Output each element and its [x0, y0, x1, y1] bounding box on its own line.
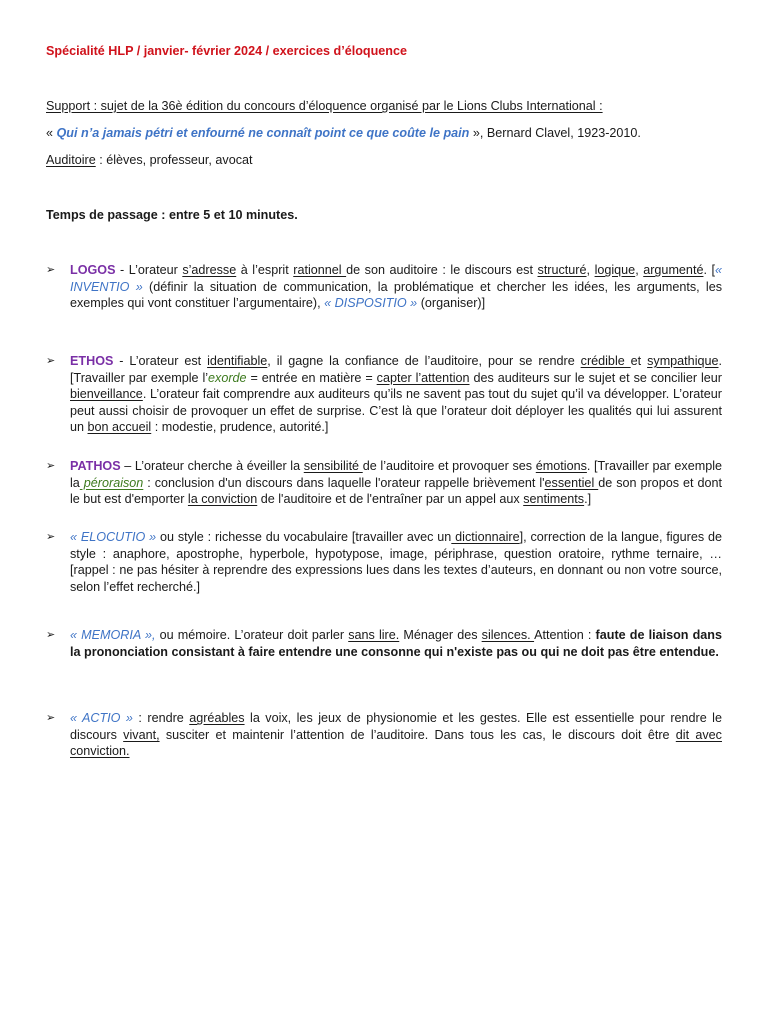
- quote-attribution: », Bernard Clavel, 1923-2010.: [469, 126, 641, 140]
- text-run: des auditeurs sur le sujet et se concilier leur: [469, 370, 722, 385]
- dispositio-term: « DISPOSITIO »: [324, 296, 418, 310]
- bullet-arrow-icon: ➢: [46, 460, 56, 472]
- text-run: - L’orateur: [115, 263, 183, 277]
- underlined-term: sans lire.: [348, 628, 400, 642]
- text-run: = entrée en matière =: [246, 370, 377, 385]
- bullet-elocutio: [46, 529, 722, 595]
- underlined-term: crédible: [580, 354, 631, 368]
- text-run: Ménager des: [399, 628, 482, 642]
- text-run: : conclusion d'un discours dans laquelle l'orateur rappelle brièvement l': [143, 475, 545, 490]
- bullet-actio: [46, 710, 722, 760]
- bullet-memoria: [46, 627, 722, 660]
- temps-de-passage: Temps de passage : entre 5 et 10 minutes.: [46, 208, 298, 222]
- bullet-logos: [46, 262, 722, 312]
- actio-text: [70, 710, 722, 760]
- underlined-term: argumenté: [643, 263, 704, 277]
- exorde-term: exorde: [208, 370, 247, 385]
- text-run: à l’esprit: [236, 263, 294, 277]
- text-run: - L’orateur est: [113, 354, 208, 368]
- underlined-term: bon accueil: [87, 420, 152, 434]
- underlined-term: capter l’attention: [376, 370, 470, 385]
- underlined-term: silences.: [481, 628, 535, 642]
- underlined-term: structuré: [537, 263, 587, 277]
- actio-heading: « ACTIO »: [70, 711, 133, 725]
- logos-heading: LOGOS: [70, 263, 116, 277]
- auditoire-label: Auditoire: [46, 153, 96, 167]
- underlined-term: sympathique: [647, 354, 719, 368]
- text-run: (organiser)]: [417, 296, 486, 310]
- underlined-term: agréables: [189, 711, 245, 725]
- underlined-term: essentiel: [544, 475, 599, 490]
- underlined-term: sensibilité: [303, 459, 363, 473]
- text-run: , il gagne la confiance de l’auditoire, pour se rendre: [267, 354, 581, 368]
- underlined-term: logique: [594, 263, 636, 277]
- peroraison-term: péroraison: [79, 475, 144, 490]
- text-run: ,: [635, 263, 644, 277]
- bullet-arrow-icon: ➢: [46, 629, 56, 641]
- text-run: : modestie, prudence, autorité.]: [151, 420, 329, 434]
- text-run: de son auditoire : le discours est: [346, 263, 538, 277]
- liaison-warning: faute de liaison dans la prononciation consistant à faire entendre une consonne qui n'existe pas ou qui ne doit pas être entendue.: [70, 628, 722, 659]
- text-run: . [Travailler par exemple l’: [70, 354, 722, 385]
- pathos-text: [70, 458, 722, 508]
- text-run: et: [630, 354, 648, 368]
- bullet-arrow-icon: ➢: [46, 264, 56, 276]
- memoria-text: [70, 627, 722, 660]
- logos-text: [70, 262, 722, 312]
- text-run: ,: [586, 263, 595, 277]
- support-label: Support : sujet de la 36è édition du concours d’éloquence organisé par le Lions Clubs International :: [46, 99, 603, 113]
- underlined-term: rationnel: [293, 263, 347, 277]
- text-run: ], correction de la langue, figures de style : anaphore, apostrophe, hyperbole, hypotypose, image, périphrase, question oratoire, rythme ternaire, … [rappel : ne pas hésiter à reprendre des expressions lues dans les textes d’auteurs, en donnant ou non votre source, selon l’effet recherché.]: [70, 530, 722, 594]
- underlined-term: la conviction: [187, 492, 258, 506]
- text-run: la voix, les jeux de physionomie et les gestes. Elle est essentielle pour rendre le discours: [70, 711, 722, 742]
- quote-text: Qui n’a jamais pétri et enfourné ne connaît point ce que coûte le pain: [56, 126, 470, 140]
- bullet-arrow-icon: ➢: [46, 355, 56, 367]
- bullet-pathos: [46, 458, 722, 508]
- support-line: [46, 99, 603, 113]
- underlined-term: vivant,: [123, 727, 160, 742]
- text-run: de l'auditoire et de l'entraîner par un appel aux: [257, 492, 524, 506]
- text-run: Attention :: [534, 628, 596, 642]
- document-title: Spécialité HLP / janvier- février 2024 / exercices d’éloquence: [46, 44, 407, 58]
- auditoire-value: : élèves, professeur, avocat: [95, 153, 253, 167]
- text-run: . L’orateur fait comprendre aux auditeurs qu’ils ne savent pas tout du sujet qu’il va développer. L’orateur peut aussi choisir de provoquer un effet de surprise. C’est là que l’orateur doit déployer les qualités qui lui assurent un: [70, 387, 722, 434]
- memoria-heading: « MEMORIA »,: [70, 628, 156, 642]
- text-run: . [Travailler par exemple la: [70, 459, 722, 490]
- underlined-term: identifiable: [207, 354, 268, 368]
- elocutio-heading: « ELOCUTIO »: [70, 530, 157, 544]
- text-run: de l’auditoire et provoquer ses: [362, 459, 536, 473]
- bullet-ethos: [46, 353, 722, 436]
- bullet-arrow-icon: ➢: [46, 712, 56, 724]
- pathos-heading: PATHOS: [70, 459, 121, 473]
- text-run: ou style : richesse du vocabulaire [travailler avec un: [156, 530, 452, 544]
- ethos-text: [70, 353, 722, 436]
- underlined-term: dictionnaire: [451, 530, 520, 544]
- text-run: susciter et maintenir l’attention de l’auditoire. Dans tous les cas, le discours doit être: [159, 727, 676, 742]
- text-run: (définir la situation de communication, la problématique et chercher les idées, les arguments, les exemples qui vont constituer l’argumentaire),: [70, 279, 723, 310]
- elocutio-text: [70, 529, 722, 595]
- underlined-term: s’adresse: [182, 263, 237, 277]
- underlined-term: bienveillance: [70, 387, 143, 401]
- underlined-term: dit avec conviction.: [70, 727, 722, 758]
- bullet-arrow-icon: ➢: [46, 531, 56, 543]
- text-run: . [: [703, 263, 715, 277]
- text-run: .]: [584, 492, 592, 506]
- ethos-heading: ETHOS: [70, 354, 114, 368]
- inventio-term: « INVENTIO »: [70, 263, 723, 294]
- quote-open: «: [46, 126, 57, 140]
- text-run: : rendre: [132, 711, 190, 725]
- text-run: ou mémoire. L’orateur doit parler: [155, 628, 349, 642]
- text-run: – L’orateur cherche à éveiller la: [120, 459, 304, 473]
- text-run: de son propos et dont le but est d'emporter: [70, 475, 722, 506]
- underlined-term: sentiments: [523, 492, 585, 506]
- underlined-term: émotions: [535, 459, 587, 473]
- quote-line: [46, 126, 641, 140]
- auditoire-line: [46, 153, 253, 167]
